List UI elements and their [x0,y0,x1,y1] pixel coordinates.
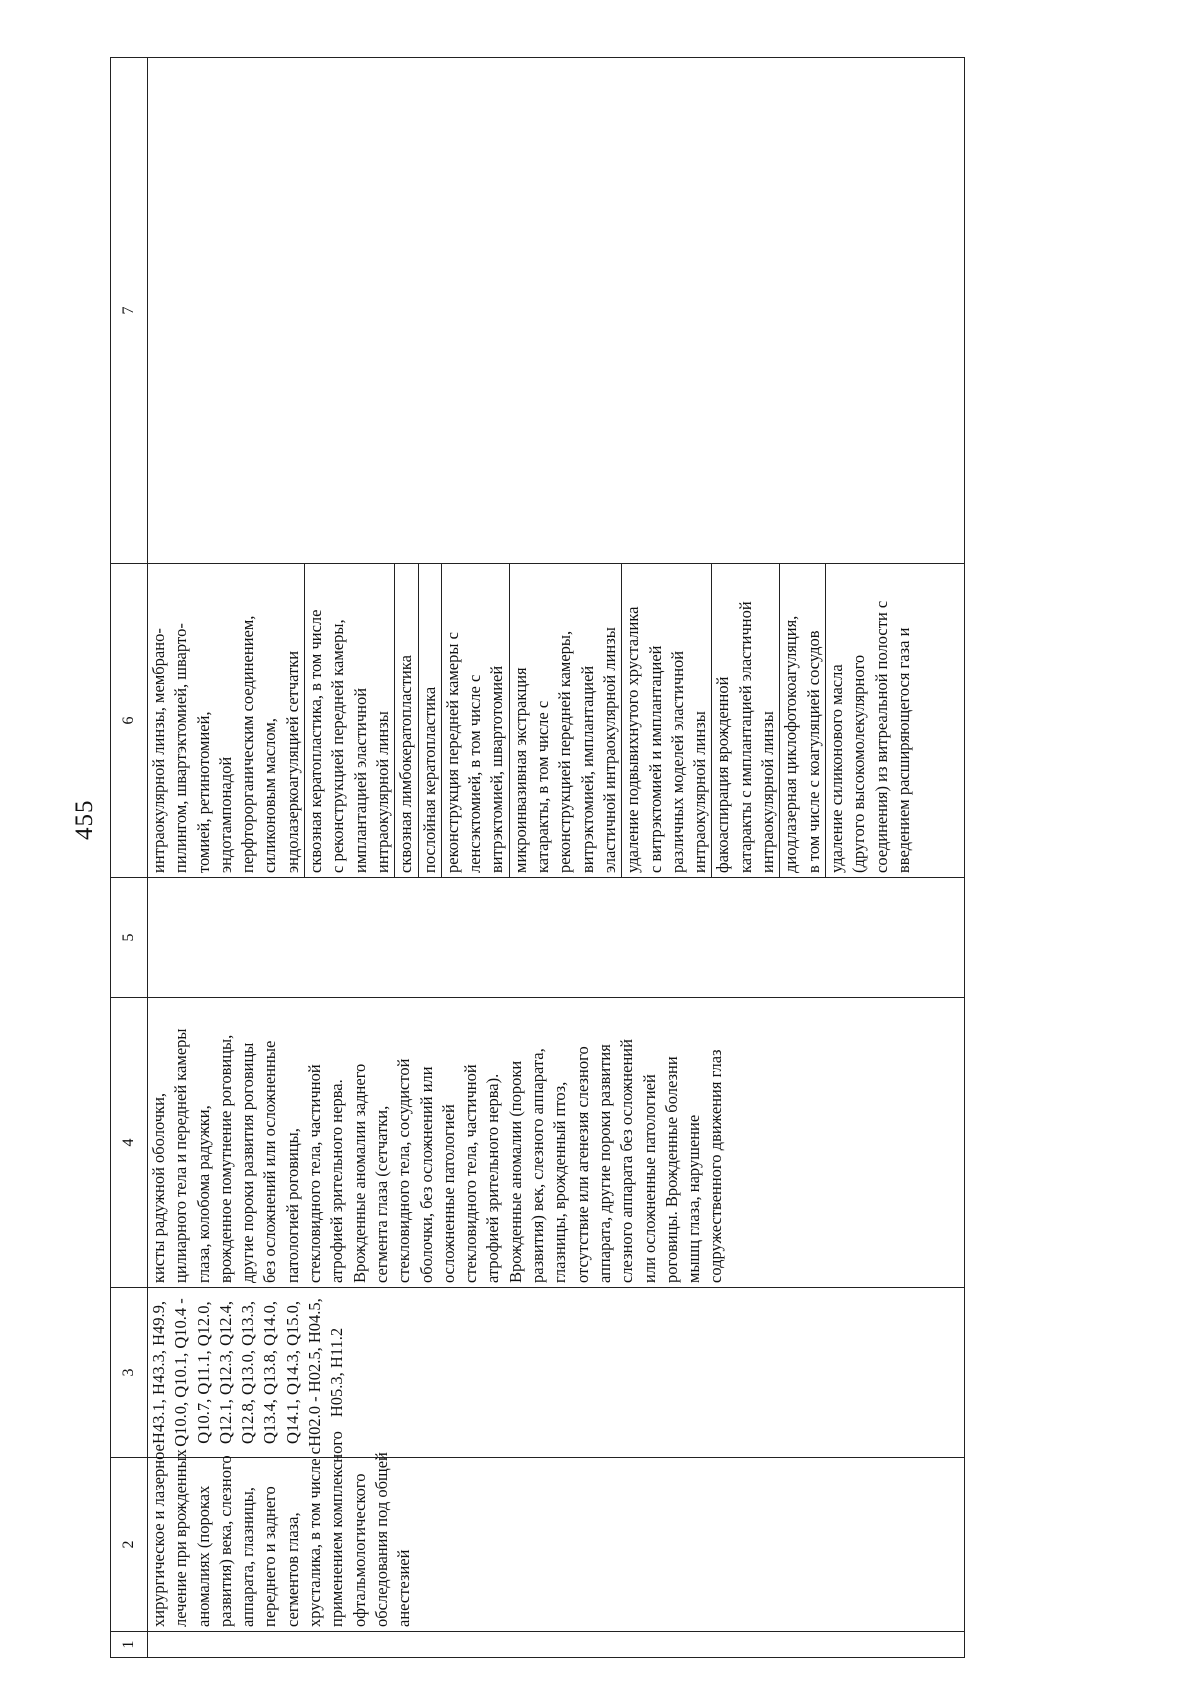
table-row [148,58,965,1658]
method-entry [441,564,509,877]
text-line: хрусталика, в том числе с [305,1446,325,1627]
text-line: кисты радужной оболочки, [149,1092,168,1283]
text-line: (другого высокомолекулярного [849,654,869,873]
cell-diagnosis [148,998,965,1288]
text-line: мышц глаза, нарушение [684,1114,704,1283]
column-header-6: 6 [111,564,148,878]
cell-cost [148,58,965,564]
text-line: сквозная кератопластика, в том числе [306,609,326,873]
text-line: послойная кератопластика [419,686,439,873]
text-line: соединения) из витреальной полости с [871,600,891,873]
text-line: интраокулярной линзы, мембрано- [149,628,168,873]
text-line: с витрэктомией и имплантацией [645,645,665,873]
method-entry [509,564,621,877]
method-entry [148,564,304,877]
text-line: с реконструкцией передней камеры, [328,619,348,873]
page-number: 455 [71,799,98,840]
text-line: переднего и заднего [260,1486,280,1627]
text-line: без осложнений или осложненные [260,1040,280,1283]
column-header-2: 2 [111,1458,148,1632]
text-line: пилингом, швартэктомией, швартo- [171,623,191,873]
text-line: катаракты, в том числе с [533,700,553,873]
text-line: атрофией зрительного нерва). [483,1073,503,1283]
text-line: стекловидного тела, частичной [461,1064,481,1283]
text-line: патологией роговицы, [282,1128,302,1283]
text-line: офтальмологического [349,1473,369,1627]
text-line: обследования под общей [371,1452,391,1627]
text-line: содружественного движения глаз [706,1049,726,1283]
text-line: витрэктомией, швартотомией [487,665,507,873]
cell-treatment-profile [148,1431,965,1632]
column-header-7: 7 [111,58,148,564]
text-line: сегментов глаза, [282,1512,302,1627]
text-line: томией, ретинотомией, [193,711,213,873]
method-entry [621,564,711,877]
cell-patient-model [148,878,965,998]
text-line: роговицы. Врожденные болезни [661,1056,681,1283]
text-line: микроинвазивная экстракция [510,667,530,873]
method-entry [825,564,915,877]
text-line: в том числе с коагуляцией сосудов [803,630,823,873]
text-line: другие пороки развития роговицы [238,1042,258,1283]
text-line: сегмента глаза (сетчатки, [371,1105,391,1283]
text-line: Врожденные аномалии заднего [349,1063,369,1283]
text-line: Врожденные аномалии (пороки [505,1060,525,1283]
text-line: стекловидного тела, частичной [305,1064,325,1283]
text-line: сквозная лимбокератопластика [396,655,416,873]
text-line: аномалиях (пороках [193,1485,213,1627]
text-line: Q14.1, Q14.3, Q15.0, [282,1301,302,1444]
text-line: реконструкцией передней камеры, [555,630,575,873]
text-line: введением расширяющегося газа и [893,627,913,873]
text-line: Q13.4, Q13.8, Q14.0, [260,1301,280,1444]
text-line: ленсэктомией, в том числе с [465,674,485,873]
cell-icd-codes [148,1288,965,1458]
text-line: H43.1, H43.3, H49.9, [149,1301,168,1444]
text-line: Q12.8, Q13.0, Q13.3, [238,1301,258,1444]
text-line: развития) век, слезного аппарата, [528,1048,548,1283]
text-line: оболочки, без осложнений или [416,1066,436,1283]
text-line: различных моделей эластичной [667,650,687,873]
method-entry [779,564,825,877]
text-line: слезного аппарата без осложнений [617,1039,637,1283]
text-line: аппарата, глазницы, [238,1487,258,1627]
text-line: аппарата, другие пороки развития [594,1044,614,1283]
text-line: реконструкция передней камеры с [442,632,462,873]
text-line: удаление силиконового масла [826,664,846,873]
column-header-4: 4 [111,998,148,1288]
text-line: глазницы, врожденный птоз, [550,1081,570,1283]
text-line: лечение при врожденных [171,1449,191,1627]
text-line: или осложненные патологией [639,1074,659,1283]
method-entry [418,564,441,877]
text-line: Q12.1, Q12.3, Q12.4, [215,1301,235,1444]
column-header-3: 3 [111,1288,148,1458]
text-line: осложненные патологией [438,1104,458,1283]
document-table [110,58,965,1658]
text-line: стекловидного тела, сосудистой [394,1058,414,1283]
text-line: эластичной интраокулярной линзы [599,627,619,873]
cell-number [148,1632,965,1658]
text-line: цилиарного тела и передней камеры [171,1028,191,1283]
text-line: факоаспирация врожденной [713,676,733,873]
text-line: врожденное помутнение роговицы, [215,1034,235,1283]
text-line: атрофией зрительного нерва. [327,1079,347,1283]
method-entry [304,564,394,877]
column-header-5: 5 [111,878,148,998]
text-line: анестезией [394,1549,414,1627]
text-line: развития) века, слезного [215,1455,235,1627]
text-line: перфторорганическим соединением, [238,615,258,873]
text-line: Q10.0, Q10.1, Q10.4 - [171,1298,191,1447]
text-line: диодлазерная циклофотокоагуляция, [781,615,801,873]
method-entry [711,564,779,877]
text-line: эндотампонадой [215,756,235,873]
text-line: интраокулярной линзы [372,711,392,873]
text-line: хирургическое и лазерное [149,1444,168,1627]
method-entry [394,564,417,877]
cell-treatment-methods [148,564,965,878]
text-line: эндолазеркоагуляцией сетчатки [282,650,302,873]
text-line: H05.3, H11.2 [327,1327,347,1418]
text-line: интраокулярной линзы [690,711,710,873]
column-header-1: 1 [111,1632,148,1658]
text-line: витрэктомией, имплантацией [577,665,597,873]
text-line: удаление подвывихнутого хрусталика [623,606,643,873]
text-line: отсутствие или агенезия слезного [572,1046,592,1283]
text-line: Q10.7, Q11.1, Q12.0, [193,1301,213,1444]
text-line: силиконовым маслом, [260,718,280,873]
text-line: интраокулярной линзы [758,711,778,873]
header-row [111,58,148,1658]
text-line: применением комплексного [327,1431,347,1627]
text-line: имплантацией эластичной [350,687,370,873]
text-line: катаракты с имплантацией эластичной [735,601,755,873]
text-line: глаза, колобома радужки, [193,1105,213,1283]
text-line: H02.0 - H02.5, H04.5, [305,1298,325,1447]
